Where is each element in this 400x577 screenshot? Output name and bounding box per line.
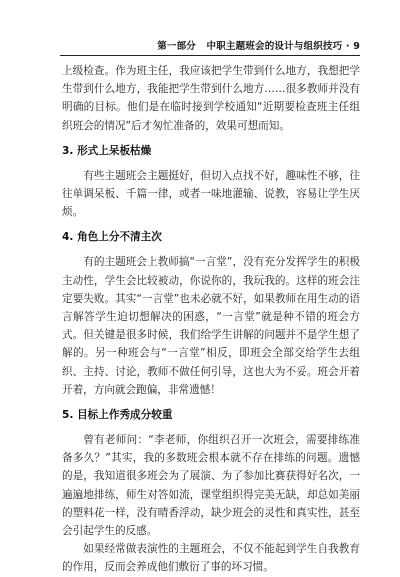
paragraph-4: 曾有老师问：“李老师，你组织召开一次班会，需要排练准备多久？”其实，我的多数班会根本就不存在排练的问题。遗憾的是，我知道很多班会为了展演、为了参加比赛获得好名次，一遍遍地排练，师生对答如流，课堂组织得完美无缺，却总如美丽的塑料花一样，没有晴香浮动，缺少班会的灵性和真实性，甚至会引起学生的反感。 [62, 434, 360, 538]
page-body [62, 62, 360, 577]
header-separator: · [345, 41, 350, 52]
paragraph-5: 如果经常做表演性的主题班会，不仅不能起到学生自我教育的作用，反而会养成他们敷衍了事的坏习惯。 [62, 543, 360, 574]
running-header [60, 38, 360, 52]
paragraph-2: 有些主题班会主题挺好，但切入点找不好，趣味性不够，往往单调呆板、千篇一律，或者一味地灌输、说教，容易让学生厌烦。 [62, 169, 360, 219]
header-title: 中职主题班会的设计与组织技巧 [206, 41, 343, 52]
paragraph-1: 上级检查。作为班主任，我应该把学生带到什么地方，我想把学生带到什么地方，我能把学生带到什么地方……很多教师并没有明确的目标。他们是在临时接到学校通知“近期要检查班主任组织班会的情况”后才匆忙准备的，效果可想而知。 [62, 65, 360, 132]
section-heading-4: 4. 角色上分不清主次 [62, 231, 162, 244]
section-heading-3: 3. 形式上呆板枯燥 [62, 144, 152, 157]
header-part: 第一部分 [157, 41, 196, 52]
section-heading-5: 5. 目标上作秀成分较重 [62, 409, 173, 422]
page-number: 9 [353, 41, 360, 52]
paragraph-3: 有的主题班会上教师搞“一言堂”，没有充分发挥学生的积极主动性，学生会比较被动，你说你的，我玩我的。这样的班会注定要失败。其实“一言堂”也未必就不好，如果教师在用生动的语言解答学生迫切想解决的困惑，“一言堂”就是种不错的班会方式。但关键是很多时候，我们给学生讲解的问题并不是学生想了解的。另一种班会与“一言堂”相反，即班会全部交给学生去组织、主持、讨论，教师不做任何引导，这也大为不妥。班会开着开着，方向就会跑偏，非常遗憾！ [62, 256, 360, 396]
header-rule [60, 55, 360, 56]
